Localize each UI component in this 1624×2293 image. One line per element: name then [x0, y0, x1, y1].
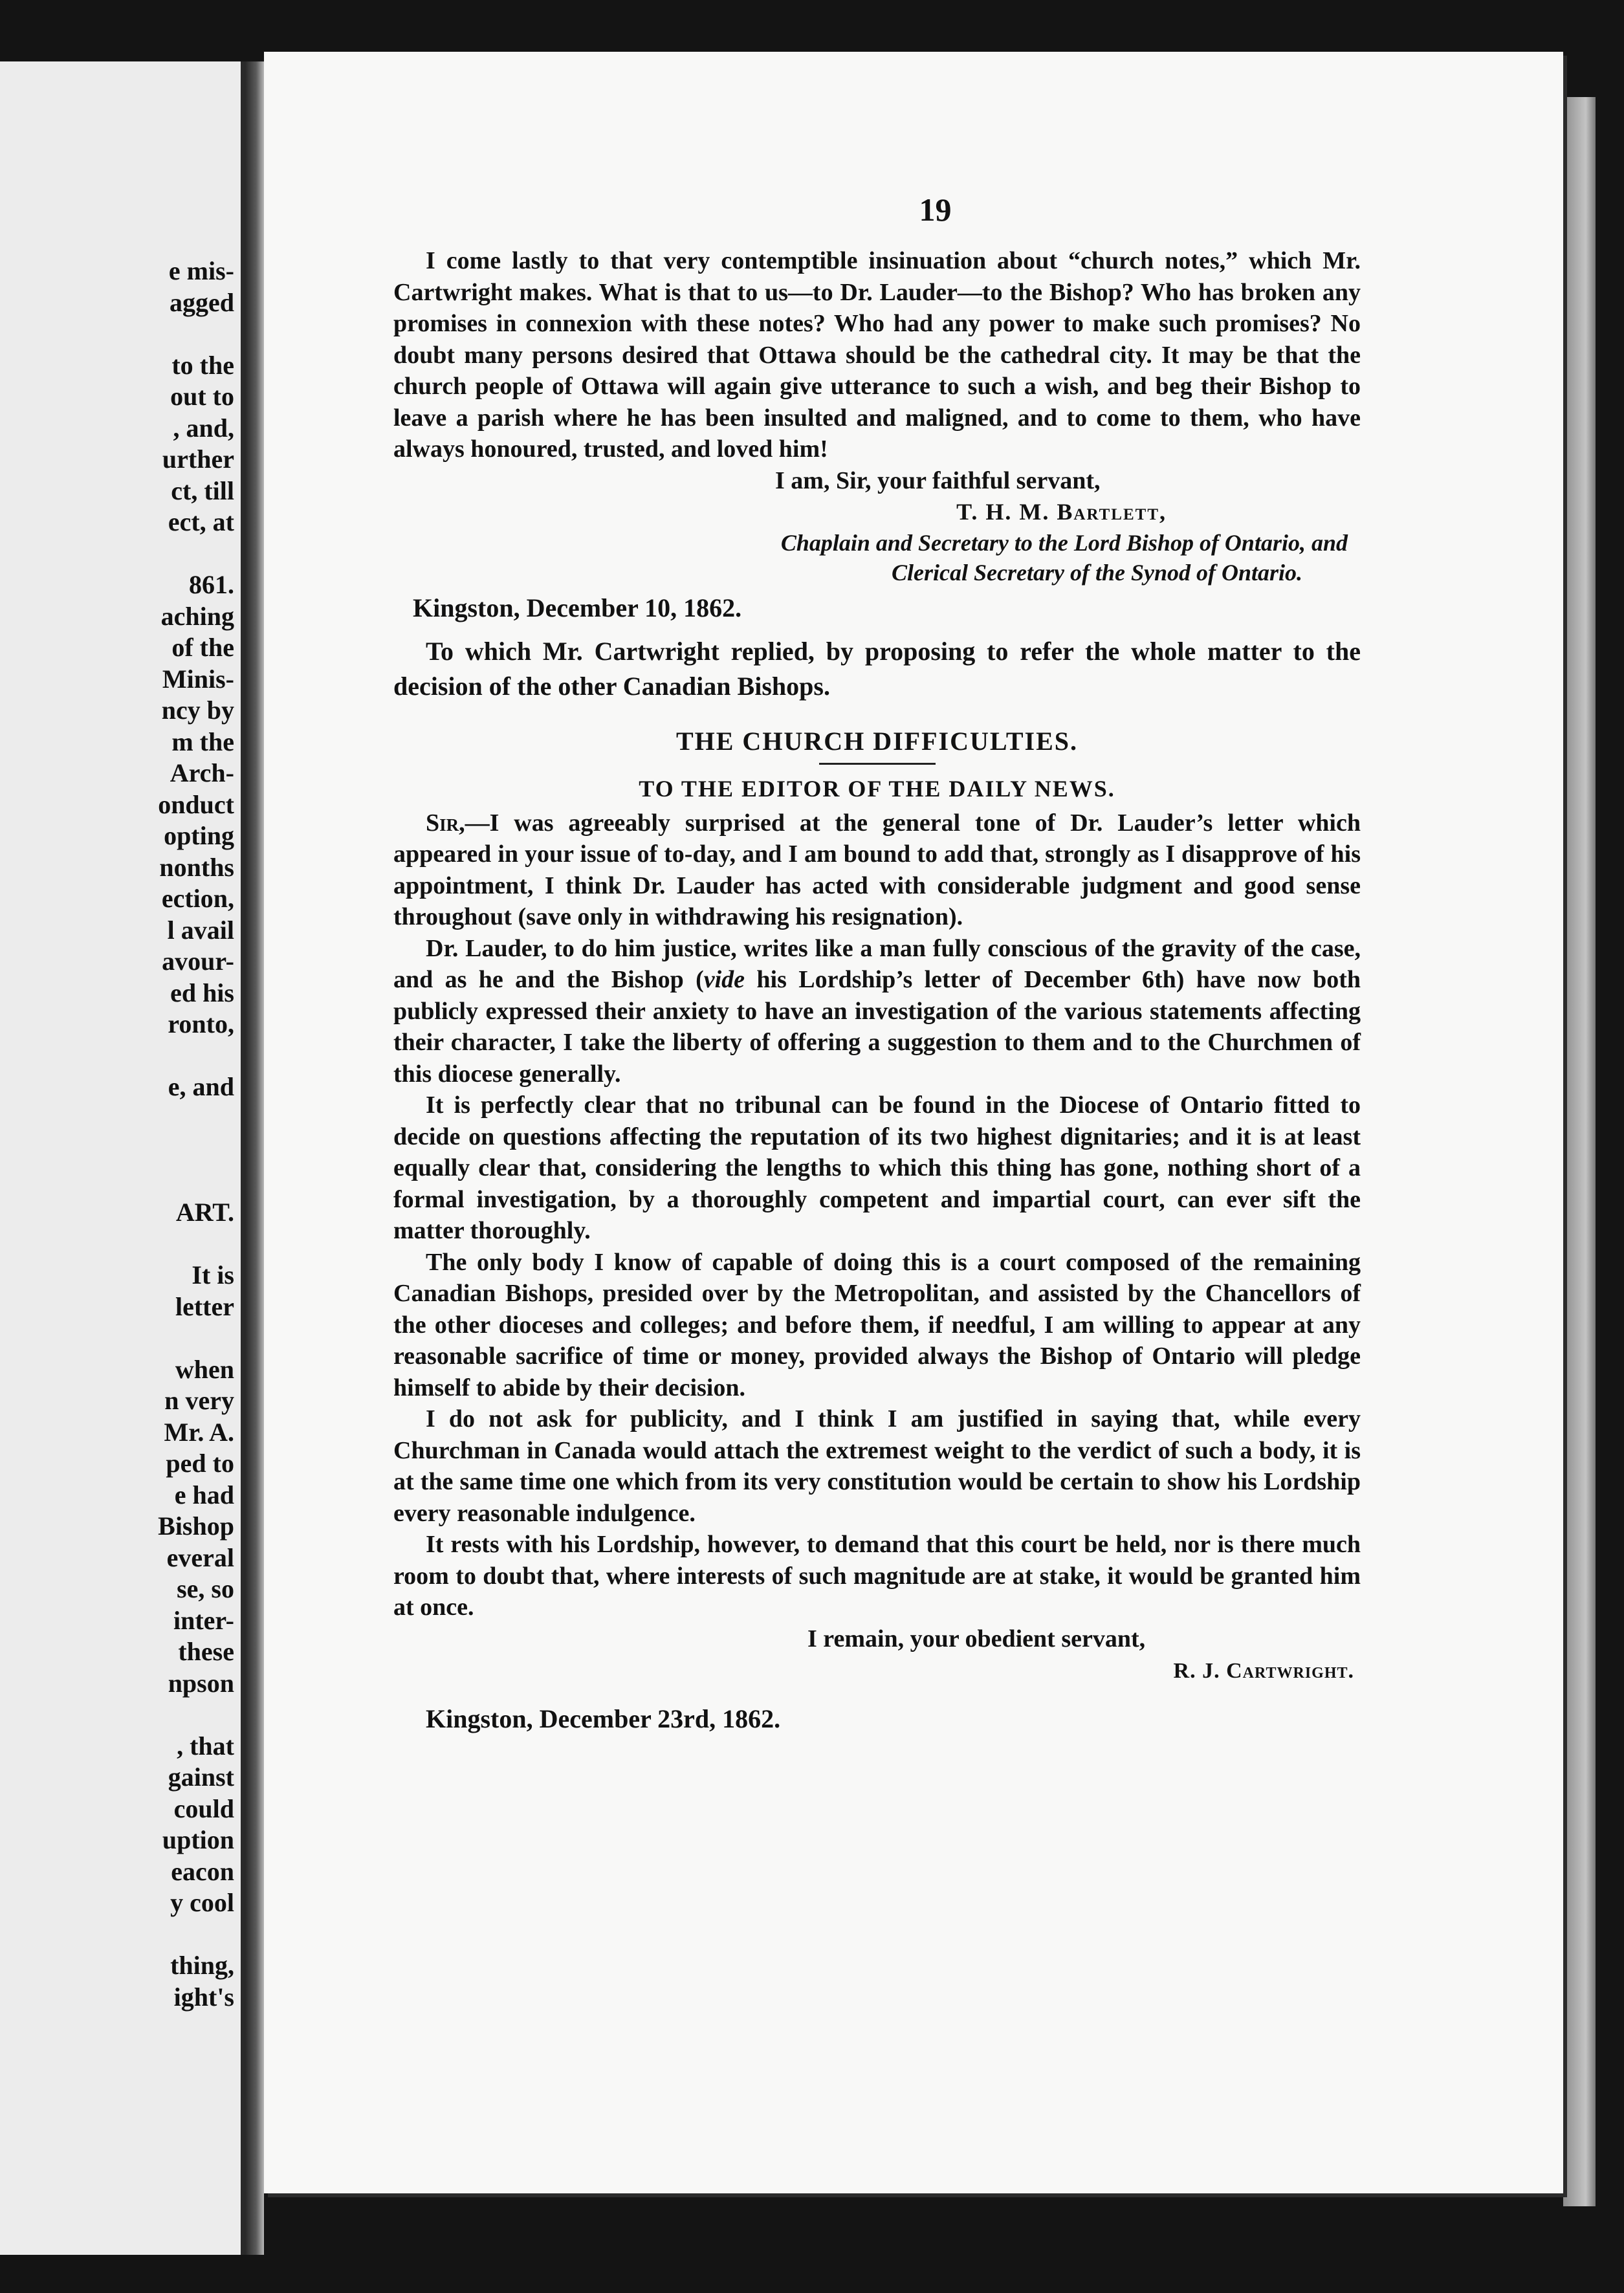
- left-page-fragment: could: [173, 1794, 234, 1823]
- left-page-fragment: ct, till: [171, 476, 234, 505]
- left-page-fragment: [144, 538, 234, 570]
- left-page-fragment: 861.: [189, 570, 234, 599]
- left-page-fragment: onduct: [158, 789, 234, 819]
- left-page-fragment: Mr. A.: [164, 1417, 234, 1447]
- letter2-paragraph-4: The only body I know of capable of doing this is a court composed of the remaining Canadian Bishops, presided over by the Metropolitan, and assisted by the Chancellors of the other dioceses and colleges; and before them, if needful, I am willing to appear at any reasonable sacrifice of time or money, provided always the Bishop of Ontario will pledge himself to abide by their decision.: [393, 1248, 1361, 1401]
- p2-after: his Lordship’s letter of December 6th) have now both publicly expressed their anxiety to have an investigation of the various statements affecting their character, I take the liberty of offering a suggestion to them and to the Churchmen of this diocese generally.: [393, 966, 1361, 1088]
- left-page-fragment: [144, 1166, 234, 1198]
- p2-vide: vide: [703, 966, 745, 993]
- left-page-fragment: , and,: [173, 413, 234, 443]
- left-page-fragment: It is: [192, 1260, 234, 1289]
- left-page-fragment: Bishop: [158, 1511, 234, 1541]
- left-page-fragment: nonths: [159, 852, 234, 882]
- page-content: [393, 191, 1361, 1737]
- letter1-title-line2: Clerical Secretary of the Synod of Ontario.: [892, 559, 1302, 586]
- letter2-closing: I remain, your obedient servant,: [807, 1625, 1146, 1652]
- left-page-fragment: avour-: [162, 947, 234, 976]
- left-page-fragment: ect, at: [168, 507, 234, 536]
- page-edge: [1563, 97, 1596, 2206]
- left-page-fragment: [144, 1699, 234, 1731]
- left-page-fragment: , that: [177, 1731, 234, 1761]
- left-page-fragment: ight's: [173, 1982, 234, 2012]
- left-page-fragment: when: [175, 1354, 234, 1384]
- left-page-fragment: e mis-: [168, 256, 234, 285]
- left-page-fragment: Arch-: [170, 758, 234, 787]
- left-facing-page: [0, 61, 245, 2255]
- letter2-subheading: TO THE EDITOR OF THE DAILY NEWS.: [639, 775, 1115, 802]
- left-page-fragment: ection,: [161, 884, 234, 913]
- left-page-fragment: ed his: [170, 978, 234, 1007]
- letter2-paragraph-1: [393, 807, 1361, 933]
- left-page-fragment: l avail: [167, 915, 234, 945]
- letter2-paragraph-3: It is perfectly clear that no tribunal can be found in the Diocese of Ontario fitted to decide on questions affecting the reputation of its two highest dignitaries; and it is at least equally clear that, considering the lengths to which this thing has gone, nothing short of a formal investigation, by a thoroughly competent and impartial court, can ever sift the matter thoroughly.: [393, 1092, 1361, 1244]
- page-number: 19: [919, 192, 952, 228]
- letter1-paragraph: I come lastly to that very contemptible insinuation about “church notes,” which Mr. Cartwright makes. What is that to us—to Dr. Lauder—to the Bishop? Who has broken any promises in connexion with these notes? Who had any power to make such promises? No doubt many persons desired that Ottawa should be the cathedral city. It may be that the church people of Ottawa will again give utterance to such a wish, and beg their Bishop to leave a parish where he has been insulted and maligned, and to come to them, who have always honoured, trusted, and loved him!: [393, 247, 1361, 463]
- left-page-fragment: [144, 1919, 234, 1951]
- left-page-fragment: everal: [166, 1542, 234, 1572]
- left-page-fragment: ncy by: [161, 696, 234, 725]
- left-page-fragment: ped to: [166, 1449, 234, 1478]
- left-page-fragment: se, so: [177, 1574, 234, 1603]
- left-page-fragment: gainst: [168, 1762, 234, 1792]
- letter2-paragraph-6: It rests with his Lordship, however, to demand that this court be held, nor is there much room to doubt that, where interests of such magnitude are at stake, it would be granted him at once.: [393, 1531, 1361, 1621]
- left-page-fragment: eacon: [171, 1856, 234, 1886]
- letter1-title-line1: Chaplain and Secretary to the Lord Bishop of Ontario, and: [780, 529, 1348, 556]
- salutation: Sir,: [426, 809, 465, 837]
- left-page-fragment: of the: [171, 633, 234, 662]
- left-page-fragment: thing,: [170, 1951, 234, 1980]
- letter1-signature: T. H. M. Bartlett,: [956, 499, 1167, 525]
- left-page-fragment: uption: [162, 1825, 234, 1854]
- left-page-fragment: ART.: [175, 1198, 234, 1227]
- left-page-fragment: [144, 1103, 234, 1135]
- left-page-fragment: agged: [170, 287, 234, 317]
- letter2-dateline: Kingston, December 23rd, 1862.: [426, 1704, 781, 1733]
- left-page-fragment: m the: [171, 727, 234, 756]
- left-page-fragment: e, and: [168, 1072, 234, 1101]
- letter1-closing: I am, Sir, your faithful servant,: [775, 466, 1101, 494]
- left-page-text-fragments: [144, 256, 234, 2013]
- letter2-signature: R. J. Cartwright.: [1173, 1659, 1354, 1683]
- left-page-fragment: e had: [174, 1480, 234, 1509]
- heading-rule: [819, 763, 936, 765]
- left-page-fragment: these: [178, 1637, 234, 1666]
- left-page-fragment: out to: [170, 382, 234, 411]
- left-page-fragment: urther: [162, 444, 234, 474]
- letter2-p1-text: —I was agreeably surprised at the general tone of Dr. Lauder’s letter which appeared in your issue of to-day, and I am bound to add that, strongly as I disapprove of his appointment, I think Dr. Lauder has acted with considerable judgment and good sense throughout (save only in withdrawing his resignation).: [393, 809, 1361, 930]
- left-page-fragment: [144, 318, 234, 350]
- left-page-fragment: [144, 1040, 234, 1072]
- left-page-fragment: Minis-: [162, 664, 234, 694]
- left-page-fragment: [144, 1322, 234, 1354]
- left-page-fragment: y cool: [170, 1888, 234, 1917]
- left-page-fragment: to the: [171, 350, 234, 380]
- left-page-fragment: opting: [164, 821, 234, 850]
- book-gutter: [245, 61, 264, 2255]
- left-page-fragment: n very: [164, 1386, 234, 1415]
- section-heading: THE CHURCH DIFFICULTIES.: [675, 726, 1079, 756]
- left-page-fragment: ronto,: [168, 1009, 234, 1038]
- left-page-fragment: npson: [168, 1668, 234, 1698]
- left-page-fragment: inter-: [173, 1605, 234, 1635]
- left-page-fragment: letter: [175, 1291, 234, 1321]
- letter1-dateline: Kingston, December 10, 1862.: [413, 593, 742, 622]
- left-page-fragment: [144, 1134, 234, 1166]
- p2-before: Dr. Lauder, to do him justice, writes like a man fully conscious of the gravity of the case, and as he and the Bishop (: [393, 934, 1361, 993]
- left-page-fragment: [144, 1229, 234, 1260]
- main-page: [264, 52, 1563, 2193]
- letter2-paragraph-2: [393, 933, 1361, 1090]
- left-page-fragment: aching: [160, 601, 234, 631]
- reply-note: To which Mr. Cartwright replied, by proposing to refer the whole matter to the decision of the other Canadian Bishops.: [393, 636, 1361, 701]
- letter2-paragraph-5: I do not ask for publicity, and I think I am justified in saying that, while every Churchman in Canada would attach the extremest weight to the verdict of such a body, it is at the same time one which from its very constitution would be certain to show his Lordship every reasonable indulgence.: [393, 1405, 1361, 1527]
